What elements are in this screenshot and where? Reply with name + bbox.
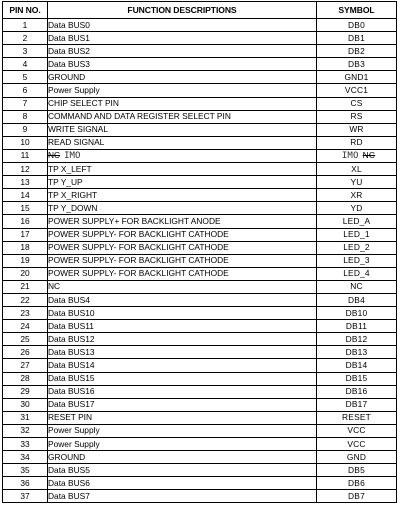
function-description: Data BUS2 — [48, 45, 317, 58]
function-description: READ SIGNAL — [48, 136, 317, 149]
pin-number: 24 — [3, 320, 48, 333]
pin-number: 17 — [3, 228, 48, 241]
pin-number: 15 — [3, 202, 48, 215]
function-description — [48, 149, 317, 162]
symbol: DB6 — [317, 477, 397, 490]
symbol: DB10 — [317, 307, 397, 320]
table-row — [3, 45, 397, 58]
symbol: VCC1 — [317, 84, 397, 97]
symbol: DB2 — [317, 45, 397, 58]
pin-number: 8 — [3, 110, 48, 123]
table-row — [3, 424, 397, 437]
pin-number: 23 — [3, 307, 48, 320]
function-description: Power Supply — [48, 424, 317, 437]
table-body — [3, 19, 397, 503]
function-description: CHIP SELECT PIN — [48, 97, 317, 110]
symbol: LED_4 — [317, 267, 397, 280]
symbol: DB15 — [317, 372, 397, 385]
handwritten-note: IMO — [341, 150, 359, 161]
symbol: YU — [317, 176, 397, 189]
pin-number: 5 — [3, 71, 48, 84]
symbol: RD — [317, 136, 397, 149]
function-description: TP Y_UP — [48, 176, 317, 189]
function-description: Data BUS1 — [48, 32, 317, 45]
symbol: DB5 — [317, 464, 397, 477]
pin-number: 32 — [3, 424, 48, 437]
pin-number: 37 — [3, 490, 48, 503]
pin-number: 4 — [3, 58, 48, 71]
symbol: DB0 — [317, 19, 397, 32]
pin-number: 31 — [3, 411, 48, 424]
symbol: LED_2 — [317, 241, 397, 254]
pin-number: 1 — [3, 19, 48, 32]
table-row — [3, 307, 397, 320]
header-row — [3, 2, 397, 19]
pin-number: 13 — [3, 176, 48, 189]
function-description: Data BUS12 — [48, 333, 317, 346]
table-row — [3, 58, 397, 71]
symbol: DB3 — [317, 58, 397, 71]
function-description: GROUND — [48, 71, 317, 84]
table-row — [3, 19, 397, 32]
table-row — [3, 490, 397, 503]
table-row — [3, 451, 397, 464]
symbol: YD — [317, 202, 397, 215]
symbol: LED_A — [317, 215, 397, 228]
table-row — [3, 110, 397, 123]
symbol: LED_1 — [317, 228, 397, 241]
table-row — [3, 438, 397, 451]
pin-number: 18 — [3, 241, 48, 254]
function-description: Data BUS16 — [48, 385, 317, 398]
symbol: XR — [317, 189, 397, 202]
table-row — [3, 385, 397, 398]
pin-number: 22 — [3, 293, 48, 306]
pin-number: 12 — [3, 163, 48, 176]
pin-number: 21 — [3, 280, 48, 293]
pin-number: 35 — [3, 464, 48, 477]
function-description: TP Y_DOWN — [48, 202, 317, 215]
symbol — [317, 149, 397, 162]
pin-number: 16 — [3, 215, 48, 228]
function-description: Data BUS17 — [48, 398, 317, 411]
function-description: GROUND — [48, 451, 317, 464]
pin-number: 20 — [3, 267, 48, 280]
pin-number: 27 — [3, 359, 48, 372]
table-row — [3, 372, 397, 385]
function-description: Power Supply — [48, 438, 317, 451]
table-row — [3, 97, 397, 110]
pin-number: 3 — [3, 45, 48, 58]
function-description: Data BUS11 — [48, 320, 317, 333]
pin-number: 10 — [3, 136, 48, 149]
function-description: Data BUS5 — [48, 464, 317, 477]
pin-number: 36 — [3, 477, 48, 490]
header-symbol: SYMBOL — [317, 2, 397, 19]
struck-text: NC — [48, 149, 61, 160]
struck-text: NC — [362, 149, 376, 160]
symbol: DB14 — [317, 359, 397, 372]
function-description: Data BUS14 — [48, 359, 317, 372]
symbol: DB1 — [317, 32, 397, 45]
table-row — [3, 176, 397, 189]
function-description: POWER SUPPLY- FOR BACKLIGHT CATHODE — [48, 254, 317, 267]
pin-number: 19 — [3, 254, 48, 267]
symbol: XL — [317, 163, 397, 176]
table-row — [3, 84, 397, 97]
symbol: DB11 — [317, 320, 397, 333]
table-row — [3, 163, 397, 176]
symbol: DB16 — [317, 385, 397, 398]
function-description: Data BUS10 — [48, 307, 317, 320]
table-row — [3, 280, 397, 293]
pin-number: 28 — [3, 372, 48, 385]
pin-number: 11 — [3, 149, 48, 162]
pin-number: 14 — [3, 189, 48, 202]
pin-number: 9 — [3, 123, 48, 136]
pin-number: 26 — [3, 346, 48, 359]
table-row — [3, 346, 397, 359]
table-row — [3, 359, 397, 372]
table-row — [3, 267, 397, 280]
symbol: WR — [317, 123, 397, 136]
pin-number: 29 — [3, 385, 48, 398]
symbol: DB13 — [317, 346, 397, 359]
function-description: POWER SUPPLY- FOR BACKLIGHT CATHODE — [48, 241, 317, 254]
function-description: Data BUS4 — [48, 293, 317, 306]
function-description: TP X_RIGHT — [48, 189, 317, 202]
symbol: DB7 — [317, 490, 397, 503]
table-row — [3, 189, 397, 202]
header-pin: PIN NO. — [3, 2, 48, 19]
table-row — [3, 32, 397, 45]
function-description: Data BUS6 — [48, 477, 317, 490]
symbol: DB12 — [317, 333, 397, 346]
symbol: VCC — [317, 438, 397, 451]
table-row — [3, 293, 397, 306]
pin-number: 7 — [3, 97, 48, 110]
function-description: RESET PIN — [48, 411, 317, 424]
pin-number: 33 — [3, 438, 48, 451]
table-row — [3, 398, 397, 411]
table-row — [3, 215, 397, 228]
function-description: POWER SUPPLY+ FOR BACKLIGHT ANODE — [48, 215, 317, 228]
pin-number: 2 — [3, 32, 48, 45]
function-description: WRITE SIGNAL — [48, 123, 317, 136]
table-row — [3, 202, 397, 215]
function-description: Data BUS13 — [48, 346, 317, 359]
symbol: DB17 — [317, 398, 397, 411]
table-row — [3, 123, 397, 136]
symbol: CS — [317, 97, 397, 110]
function-description: TP X_LEFT — [48, 163, 317, 176]
table-header — [3, 2, 397, 19]
table-row — [3, 320, 397, 333]
function-description: POWER SUPPLY- FOR BACKLIGHT CATHODE — [48, 228, 317, 241]
symbol: DB4 — [317, 293, 397, 306]
function-description: POWER SUPPLY- FOR BACKLIGHT CATHODE — [48, 267, 317, 280]
function-description: COMMAND AND DATA REGISTER SELECT PIN — [48, 110, 317, 123]
function-description: Data BUS7 — [48, 490, 317, 503]
symbol: NC — [317, 280, 397, 293]
table-row — [3, 228, 397, 241]
pin-table — [2, 1, 397, 503]
symbol: GND — [317, 451, 397, 464]
table-row — [3, 477, 397, 490]
symbol: RS — [317, 110, 397, 123]
function-description: Power Supply — [48, 84, 317, 97]
header-function: FUNCTION DESCRIPTIONS — [48, 2, 317, 19]
table-row — [3, 136, 397, 149]
table-row — [3, 241, 397, 254]
pin-number: 34 — [3, 451, 48, 464]
table-row — [3, 149, 397, 162]
symbol: LED_3 — [317, 254, 397, 267]
function-description: Data BUS0 — [48, 19, 317, 32]
pin-number: 6 — [3, 84, 48, 97]
symbol: VCC — [317, 424, 397, 437]
symbol: RESET — [317, 411, 397, 424]
function-description: Data BUS15 — [48, 372, 317, 385]
symbol: GND1 — [317, 71, 397, 84]
table-row — [3, 71, 397, 84]
table-row — [3, 464, 397, 477]
pin-number: 25 — [3, 333, 48, 346]
table-row — [3, 333, 397, 346]
function-description: Data BUS3 — [48, 58, 317, 71]
table-row — [3, 411, 397, 424]
pin-number: 30 — [3, 398, 48, 411]
handwritten-note: IMO — [64, 150, 81, 161]
table-row — [3, 254, 397, 267]
function-description: NC — [48, 280, 317, 293]
